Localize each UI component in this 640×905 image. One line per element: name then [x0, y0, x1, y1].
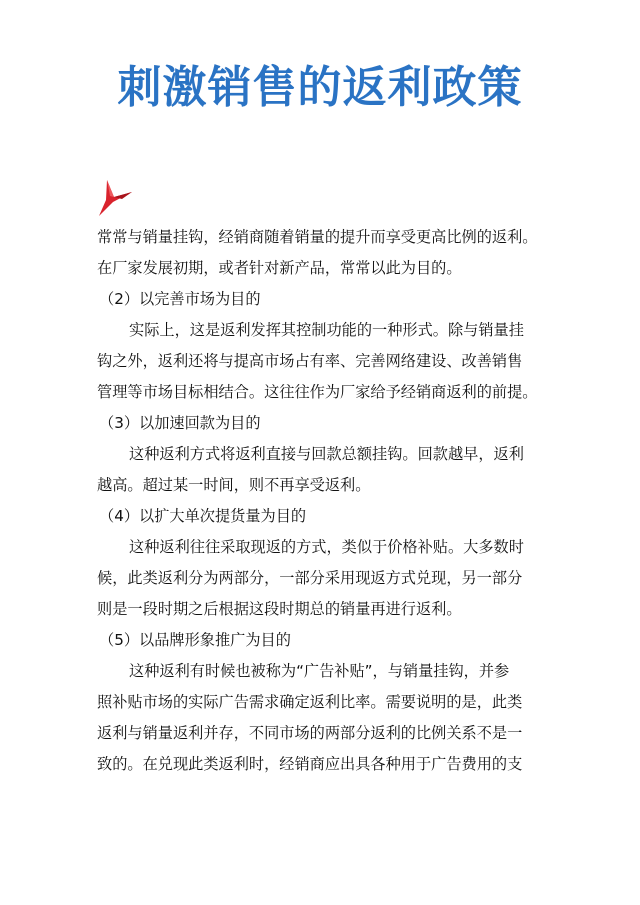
section-heading: （4）以扩大单次提货量为目的 — [99, 507, 307, 525]
body-line: 照补贴市场的实际广告需求确定返利比率。需要说明的是，此类 — [97, 693, 523, 711]
body-line: 在厂家发展初期，或者针对新产品，常常以此为目的。 — [97, 259, 462, 277]
body-line: 这种返利方式将返利直接与回款总额挂钩。回款越早，返利 — [129, 445, 524, 463]
body-line: 常常与销量挂钩，经销商随着销量的提升而享受更高比例的返利。 — [97, 228, 538, 246]
body-line: 越高。超过某一时间，则不再享受返利。 — [97, 476, 371, 494]
body-line: 实际上，这是返利发挥其控制功能的一种形式。除与销量挂 — [129, 321, 524, 339]
bird-logo-icon — [96, 178, 134, 218]
document-body — [97, 222, 567, 780]
body-line: 候，此类返利分为两部分，一部分采用现返方式兑现，另一部分 — [97, 569, 523, 587]
body-line: 钩之外，返利还将与提高市场占有率、完善网络建设、改善销售 — [97, 352, 523, 370]
body-line: 返利与销量返利并存，不同市场的两部分返利的比例关系不是一 — [97, 724, 523, 742]
section-heading: （3）以加速回款为目的 — [99, 414, 261, 432]
body-line: 管理等市场目标相结合。这往往作为厂家给予经销商返利的前提。 — [97, 383, 538, 401]
page-title: 刺激销售的返利政策 — [117, 62, 523, 113]
body-line: 则是一段时期之后根据这段时期总的销量再进行返利。 — [97, 600, 462, 618]
body-line: 这种返利有时候也被称为“广告补贴”，与销量挂钩，并参 — [129, 662, 510, 680]
body-line: 致的。在兑现此类返利时，经销商应出具各种用于广告费用的支 — [97, 755, 523, 773]
section-heading: （2）以完善市场为目的 — [99, 290, 261, 308]
body-line: 这种返利往往采取现返的方式，类似于价格补贴。大多数时 — [129, 538, 524, 556]
section-heading: （5）以品牌形象推广为目的 — [99, 631, 291, 649]
